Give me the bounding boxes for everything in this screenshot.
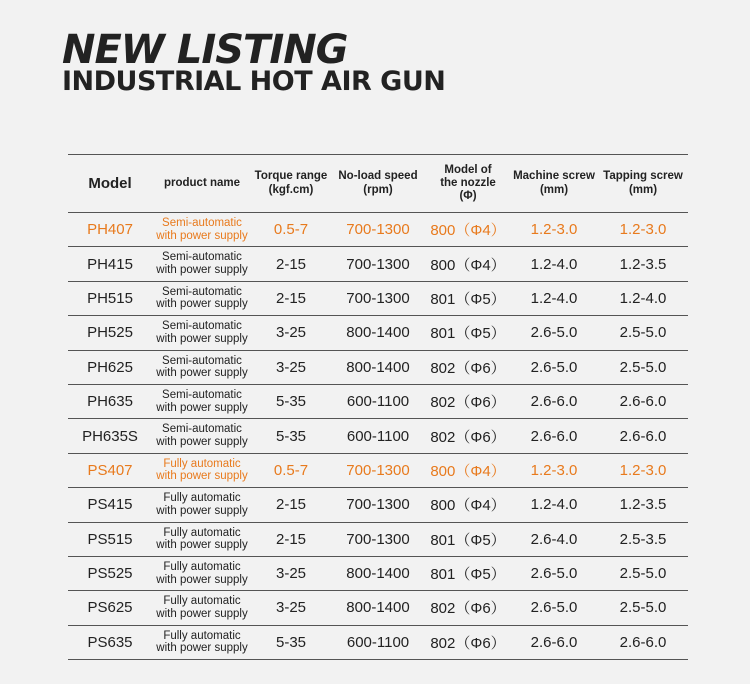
torque-cell: 5-35: [275, 393, 307, 411]
speed-cell: 700-1300: [346, 530, 410, 548]
nozzle-cell: 802（Φ6）: [430, 359, 506, 377]
col-header-unit: (kgf.cm): [268, 183, 314, 196]
col-header-unit: (mm): [628, 183, 658, 196]
torque-cell: 0.5-7: [273, 221, 309, 239]
tapping-screw-cell: 2.5-5.0: [619, 565, 667, 583]
table-row: [68, 419, 688, 453]
product-name-line: Fully automatic: [163, 526, 241, 539]
torque-cell: 3-25: [275, 324, 307, 342]
col-header-line: the nozzle: [440, 176, 496, 189]
subheadline: INDUSTRIAL HOT AIR GUN: [62, 66, 446, 97]
product-name-line: Semi-automatic: [162, 389, 242, 401]
product-name-cell: [152, 247, 252, 281]
col-header-torque: [252, 155, 330, 213]
product-name-line: Semi-automatic: [162, 217, 242, 230]
model-cell: PS415: [87, 496, 133, 514]
product-name-cell: [152, 316, 252, 350]
speed-cell: 700-1300: [346, 221, 410, 239]
product-name-cell: [152, 419, 252, 453]
machine-screw-cell: 1.2-4.0: [530, 496, 578, 514]
col-header-speed: [330, 155, 426, 213]
product-name-line: with power supply: [156, 470, 248, 483]
product-name-cell: [152, 591, 252, 625]
speed-cell: 600-1100: [346, 393, 410, 411]
col-header-line: Tapping screw: [603, 170, 683, 183]
nozzle-cell: 800（Φ4）: [430, 497, 506, 515]
table-row: [68, 316, 688, 350]
col-header-unit: (mm): [539, 183, 569, 196]
model-cell: PH515: [87, 289, 133, 307]
product-name-cell: [152, 213, 252, 247]
machine-screw-cell: 1.2-4.0: [530, 289, 578, 307]
product-name-cell: [152, 281, 252, 315]
spec-table: [68, 154, 688, 660]
product-name-line: with power supply: [156, 607, 248, 620]
product-name-line: with power supply: [156, 436, 248, 449]
product-name-cell: [152, 488, 252, 522]
product-name-line: with power supply: [156, 539, 248, 552]
product-name-line: with power supply: [156, 401, 248, 414]
nozzle-cell: 801（Φ5）: [430, 290, 506, 308]
torque-cell: 2-15: [275, 530, 307, 548]
product-name-cell: [152, 556, 252, 590]
product-name-line: Semi-automatic: [162, 320, 242, 333]
speed-cell: 800-1400: [346, 358, 410, 376]
torque-cell: 2-15: [275, 255, 307, 273]
product-name-line: with power supply: [156, 642, 248, 655]
col-header-model: [68, 155, 152, 213]
tapping-screw-cell: 2.6-6.0: [619, 393, 667, 411]
model-cell: PS515: [87, 530, 133, 548]
machine-screw-cell: 2.6-5.0: [530, 324, 578, 342]
speed-cell: 700-1300: [346, 496, 410, 514]
nozzle-cell: 801（Φ5）: [430, 531, 506, 549]
product-name-cell: [152, 384, 252, 418]
model-cell: PH625: [87, 358, 133, 376]
product-name-cell: [152, 350, 252, 384]
model-cell: PH635S: [82, 427, 138, 445]
product-name-line: Semi-automatic: [162, 251, 242, 264]
nozzle-cell: 800（Φ4）: [430, 256, 506, 274]
tapping-screw-cell: 1.2-3.5: [619, 255, 667, 273]
table-row: [68, 453, 688, 487]
col-header-line: Model of: [444, 163, 492, 176]
header-row: [68, 155, 688, 213]
tapping-screw-cell: 2.5-5.0: [619, 324, 667, 342]
product-name-line: Semi-automatic: [162, 285, 242, 298]
machine-screw-cell: 2.6-5.0: [530, 565, 578, 583]
nozzle-cell: 800（Φ4）: [430, 462, 506, 480]
nozzle-cell: 800（Φ4）: [430, 222, 506, 240]
product-name-line: with power supply: [156, 229, 248, 242]
col-header-line: product name: [163, 176, 241, 189]
product-name-line: Semi-automatic: [162, 423, 242, 436]
tapping-screw-cell: 1.2-4.0: [619, 289, 667, 307]
table-row: [68, 591, 688, 625]
table-row: [68, 522, 688, 556]
table-row: [68, 556, 688, 590]
model-cell: PH635: [87, 393, 133, 411]
model-cell: PH407: [87, 221, 133, 239]
machine-screw-cell: 2.6-6.0: [530, 427, 578, 445]
torque-cell: 5-35: [275, 427, 307, 445]
speed-cell: 800-1400: [346, 599, 410, 617]
tapping-screw-cell: 2.5-5.0: [619, 599, 667, 617]
col-header-product-name: [152, 155, 252, 213]
machine-screw-cell: 2.6-5.0: [530, 358, 578, 376]
col-header-line: Model: [88, 174, 132, 192]
col-header-machine-screw: [510, 155, 598, 213]
tapping-screw-cell: 2.6-6.0: [619, 427, 667, 445]
product-name-line: Fully automatic: [163, 457, 241, 470]
product-name-line: Semi-automatic: [162, 354, 242, 367]
model-cell: PS407: [87, 461, 133, 479]
tapping-screw-cell: 2.5-5.0: [619, 358, 667, 376]
machine-screw-cell: 1.2-4.0: [530, 255, 578, 273]
product-name-line: with power supply: [156, 332, 248, 345]
nozzle-cell: 802（Φ6）: [430, 428, 506, 446]
col-header-line: Machine screw: [513, 170, 595, 183]
torque-cell: 0.5-7: [273, 461, 309, 479]
model-cell: PH525: [87, 324, 133, 342]
tapping-screw-cell: 2.6-6.0: [619, 633, 667, 651]
table-row: [68, 625, 688, 659]
product-name-line: with power supply: [156, 264, 248, 277]
model-cell: PS635: [87, 633, 133, 651]
torque-cell: 2-15: [275, 496, 307, 514]
speed-cell: 700-1300: [346, 461, 410, 479]
machine-screw-cell: 2.6-6.0: [530, 633, 578, 651]
torque-cell: 3-25: [275, 358, 307, 376]
speed-cell: 800-1400: [346, 565, 410, 583]
nozzle-cell: 802（Φ6）: [430, 634, 506, 652]
speed-cell: 700-1300: [346, 289, 410, 307]
torque-cell: 3-25: [275, 599, 307, 617]
product-name-line: Fully automatic: [163, 492, 241, 505]
product-name-line: with power supply: [156, 298, 248, 311]
tapping-screw-cell: 1.2-3.5: [619, 496, 667, 514]
table-row: [68, 384, 688, 418]
nozzle-cell: 801（Φ5）: [430, 325, 506, 343]
speed-cell: 800-1400: [346, 324, 410, 342]
col-header-tapping-screw: [598, 155, 688, 213]
machine-screw-cell: 2.6-5.0: [530, 599, 578, 617]
machine-screw-cell: 1.2-3.0: [530, 221, 578, 239]
torque-cell: 3-25: [275, 565, 307, 583]
headline: NEW LISTING: [62, 27, 348, 73]
product-name-cell: [152, 625, 252, 659]
product-name-line: with power supply: [156, 367, 248, 380]
col-header-nozzle: [426, 155, 510, 213]
machine-screw-cell: 1.2-3.0: [530, 461, 578, 479]
machine-screw-cell: 2.6-4.0: [530, 530, 578, 548]
machine-screw-cell: 2.6-6.0: [530, 393, 578, 411]
tapping-screw-cell: 1.2-3.0: [619, 221, 667, 239]
product-name-cell: [152, 453, 252, 487]
nozzle-cell: 801（Φ5）: [430, 566, 506, 584]
table-row: [68, 488, 688, 522]
speed-cell: 600-1100: [346, 427, 410, 445]
speed-cell: 600-1100: [346, 633, 410, 651]
tapping-screw-cell: 2.5-3.5: [619, 530, 667, 548]
nozzle-cell: 802（Φ6）: [430, 600, 506, 618]
torque-cell: 5-35: [275, 633, 307, 651]
table-row: [68, 247, 688, 281]
col-header-unit: (rpm): [363, 183, 393, 196]
product-name-line: Fully automatic: [163, 629, 241, 642]
product-name-line: with power supply: [156, 573, 248, 586]
product-name-cell: [152, 522, 252, 556]
torque-cell: 2-15: [275, 289, 307, 307]
product-name-line: Fully automatic: [163, 595, 241, 608]
table-row: [68, 350, 688, 384]
tapping-screw-cell: 1.2-3.0: [619, 461, 667, 479]
product-name-line: Fully automatic: [163, 560, 241, 573]
product-name-line: with power supply: [156, 504, 248, 517]
speed-cell: 700-1300: [346, 255, 410, 273]
model-cell: PS625: [87, 599, 133, 617]
model-cell: PS525: [87, 565, 133, 583]
nozzle-cell: 802（Φ6）: [430, 394, 506, 412]
col-header-unit: (Φ): [459, 190, 477, 203]
table-row: [68, 281, 688, 315]
model-cell: PH415: [87, 255, 133, 273]
col-header-line: No-load speed: [338, 170, 418, 183]
table-body: [68, 213, 688, 660]
table-row: [68, 213, 688, 247]
col-header-line: Torque range: [254, 170, 328, 183]
table-header: [68, 155, 688, 213]
